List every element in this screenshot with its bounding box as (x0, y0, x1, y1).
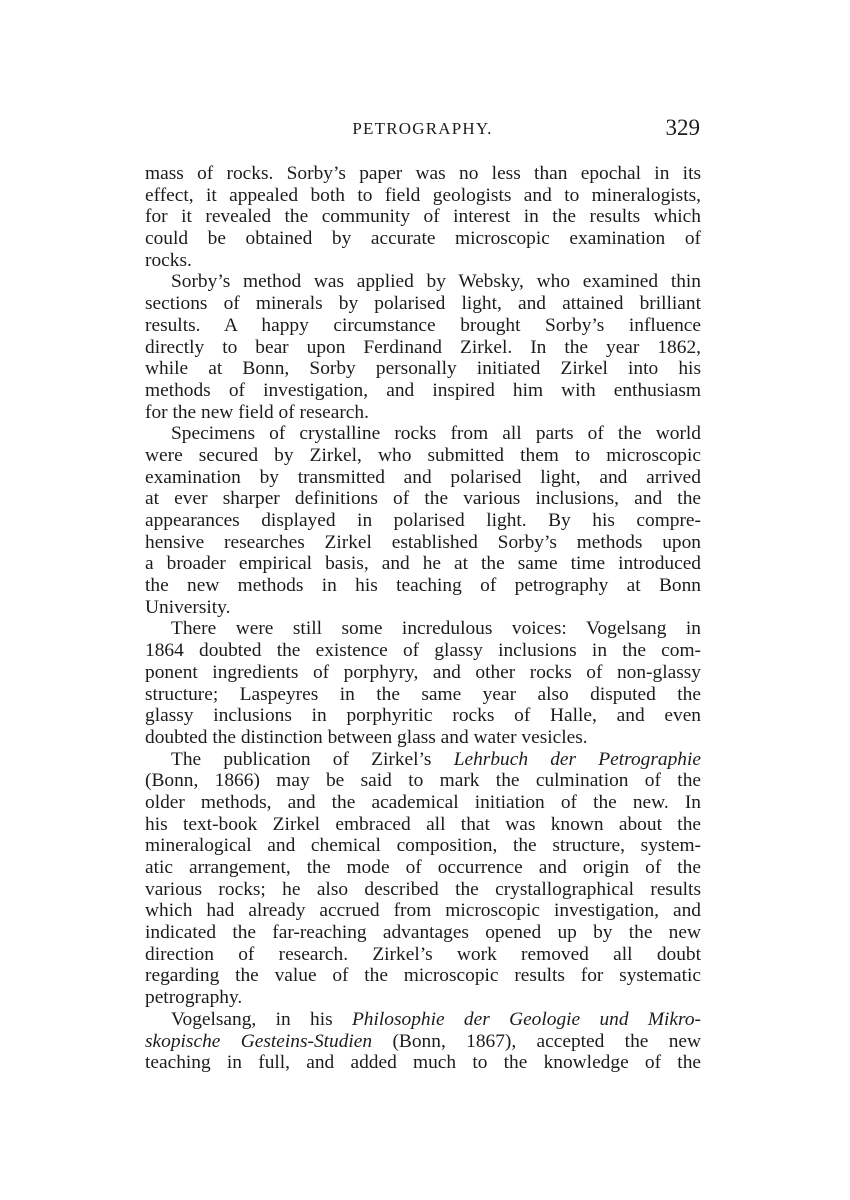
text-line: for it revealed the community of interest in the results which (145, 206, 701, 228)
body-text (145, 163, 701, 1074)
text-line: There were still some incredulous voices: Vogelsang in (171, 618, 701, 640)
text-line: atic arrangement, the mode of occurrence and origin of the (145, 857, 701, 878)
text-line: older methods, and the academical initiation of the new. In (145, 791, 701, 813)
text-line: mineralogical and chemical composition, the structure, system- (145, 835, 701, 857)
text-line: which had already accrued from microscopic investigation, and (145, 900, 701, 922)
text-line: could be obtained by accurate microscopic examination of (145, 228, 701, 250)
text-line: a broader empirical basis, and he at the same time introduced (145, 553, 701, 575)
text-segment: (Bonn, 1867), accepted the new (392, 1030, 702, 1052)
text-line: indicated the far-reaching advantages opened up by the new (145, 922, 701, 944)
book-title: Lehrbuch der Petrographie (453, 748, 701, 770)
text-line: Specimens of crystalline rocks from all parts of the world (171, 423, 701, 445)
text-line: were secured by Zirkel, who submitted them to microscopic (145, 444, 701, 466)
text-line: hensive researches Zirkel established Sorby’s methods upon (145, 531, 701, 553)
text-line: rocks. (145, 249, 192, 271)
text-line: (Bonn, 1866) may be said to mark the culmination of the (145, 770, 701, 792)
text-line: doubted the distinction between glass and water vesicles. (145, 726, 588, 748)
text-line: methods of investigation, and inspired him with enthusiasm (145, 379, 701, 401)
text-line: 1864 doubted the existence of glassy inclusions in the com- (145, 640, 701, 662)
running-head (145, 115, 700, 145)
text-line: glassy inclusions in porphyritic rocks of Halle, and even (145, 705, 701, 727)
text-line: Sorby’s method was applied by Websky, who examined thin (171, 271, 701, 293)
text-line: effect, it appealed both to field geologists and to mineralogists, (145, 184, 701, 206)
text-line: ponent ingredients of porphyry, and other rocks of non-glassy (145, 661, 701, 683)
book-title: skopische Gesteins-Studien (145, 1030, 373, 1052)
text-line: various rocks; he also described the crystallographical results (145, 878, 701, 900)
text-line: direction of research. Zirkel’s work removed all doubt (145, 943, 701, 965)
page-number: 329 (665, 115, 700, 140)
text-segment: Vogelsang, in his (171, 1008, 333, 1030)
text-line-with-title (145, 1009, 701, 1031)
text-line: his text-book Zirkel embraced all that was known about the (145, 813, 701, 835)
text-line: regarding the value of the microscopic results for systematic (145, 965, 701, 987)
running-title: PETROGRAPHY. (352, 119, 493, 138)
text-line: teaching in full, and added much to the knowledge of the (145, 1052, 701, 1074)
text-line: directly to bear upon Ferdinand Zirkel. In the year 1862, (145, 336, 701, 358)
text-line-with-title (145, 1031, 701, 1053)
text-line: for the new field of research. (145, 401, 369, 423)
text-line-with-title (145, 749, 701, 771)
text-line: results. A happy circumstance brought Sorby’s influence (145, 314, 701, 336)
book-title: Philosophie der Geologie und Mikro- (351, 1008, 701, 1030)
text-line: mass of rocks. Sorby’s paper was no less than epochal in its (145, 163, 701, 184)
text-segment: The publication of Zirkel’s (171, 748, 432, 770)
text-line: petrography. (145, 987, 243, 1009)
text-line: structure; Laspeyres in the same year also disputed the (145, 683, 701, 705)
text-line: appearances displayed in polarised light. By his compre- (145, 510, 701, 531)
text-line: University. (145, 596, 231, 618)
text-line: sections of minerals by polarised light, and attained brilliant (145, 293, 701, 315)
text-line: while at Bonn, Sorby personally initiated Zirkel into his (145, 358, 701, 380)
text-line: at ever sharper definitions of the various inclusions, and the (145, 488, 701, 510)
text-line: the new methods in his teaching of petrography at Bonn (145, 575, 701, 597)
text-line: examination by transmitted and polarised light, and arrived (145, 466, 701, 488)
